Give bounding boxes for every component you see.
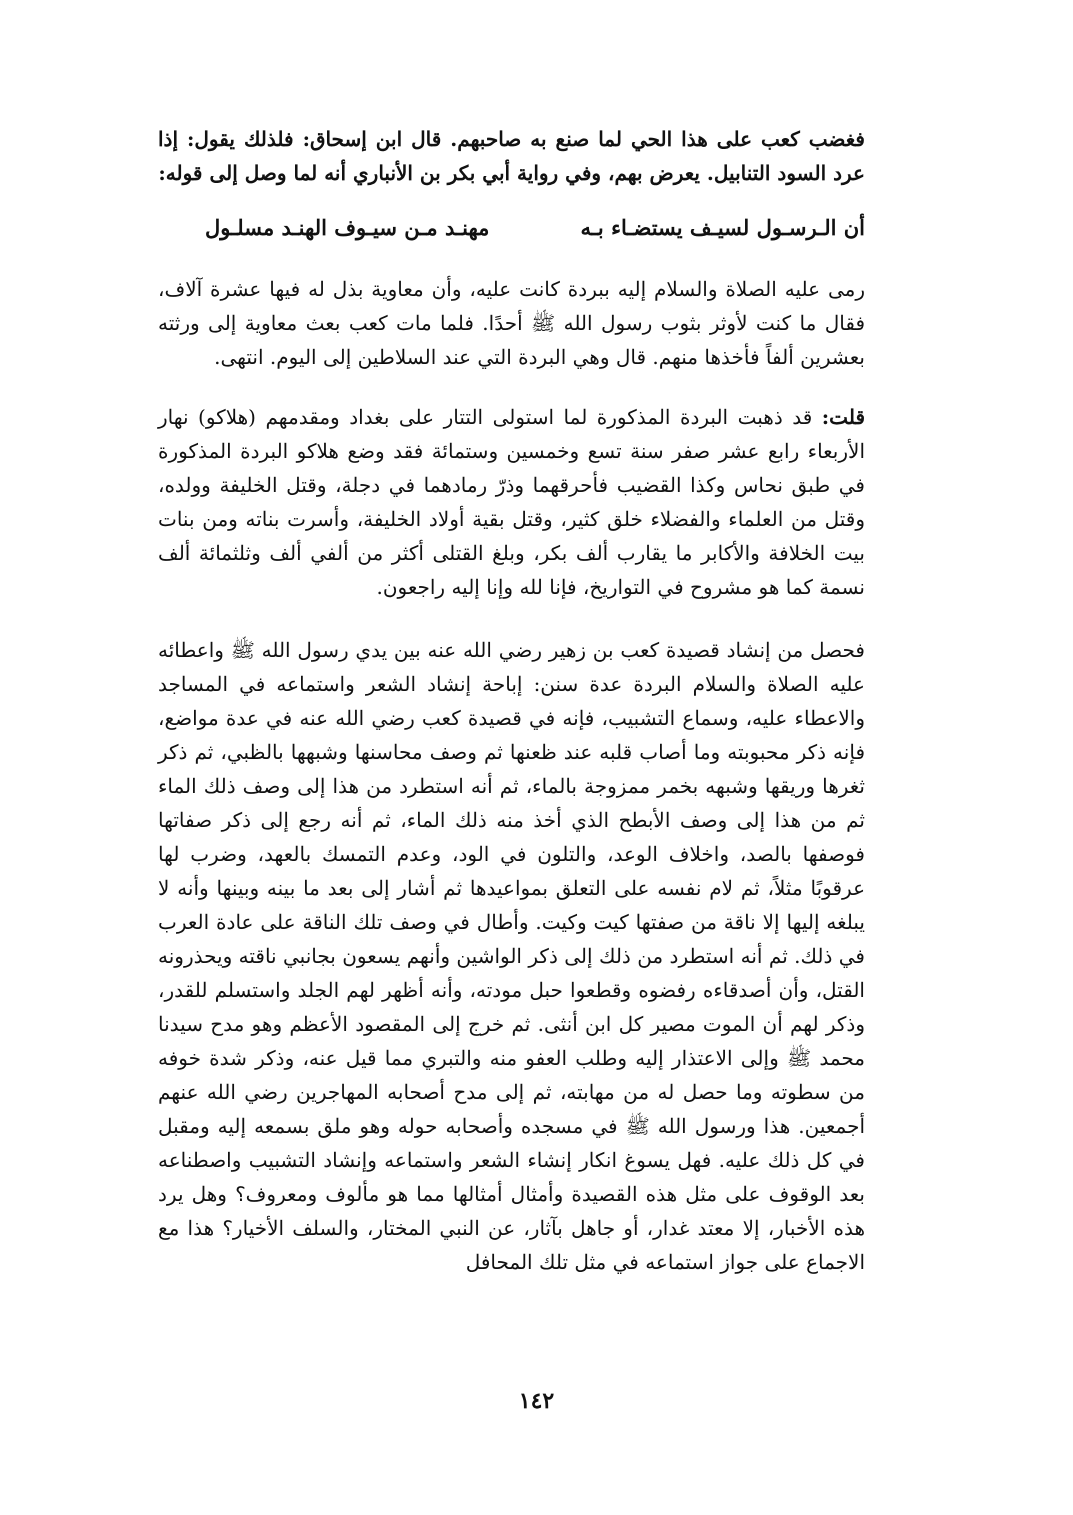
paragraph-burda-lost <box>158 400 865 604</box>
paragraph-sunan: فحصل من إنشاد قصيدة كعب بن زهير رضي الله عنه بين يدي رسول الله ﷺ واعطائه عليه الصلاة والسلام البردة عدة سنن: إباحة إنشاد الشعر واستماعه في المساجد والاعطاء عليه، وسماع التشبيب، فإنه في قصيدة كعب رضي الله عنه في عدة مواضع، فإنه ذكر محبوبته وما أصاب قلبه عند ظعنها ثم وصف محاسنها وشبهها بالظبي، ثم ذكر ثغرها وريقها وشبهه بخمر ممزوجة بالماء، ثم أنه استطرد من هذا إلى وصف ذلك الماء ثم من هذا إلى وصف الأبطح الذي أخذ منه ذلك الماء، ثم أنه رجع إلى ذكر صفاتها فوصفها بالصد، واخلاف الوعد، والتلون في الود، وعدم التمسك بالعهد، وضرب لها عرقوبًا مثلاً، ثم لام نفسه على التعلق بمواعيدها ثم أشار إلى بعد ما بينه وبينها وأنه لا يبلغه إليها إلا ناقة من صفتها كيت وكيت. وأطال في وصف تلك الناقة على عادة العرب في ذلك. ثم أنه استطرد من ذلك إلى ذكر الواشين وأنهم يسعون بجانبي ناقته ويحذرونه القتل، وأن أصدقاءه رفضوه وقطعوا حبل مودته، وأنه أظهر لهم الجلد واستسلم للقدر، وذكر لهم أن الموت مصير كل ابن أنثى. ثم خرج إلى المقصود الأعظم وهو مدح سيدنا محمد ﷺ وإلى الاعتذار إليه وطلب العفو منه والتبري مما قيل عنه، وذكر شدة خوفه من سطوته وما حصل له من مهابته، ثم إلى مدح أصحابه المهاجرين رضي الله عنهم أجمعين. هذا ورسول الله ﷺ في مسجده وأصحابه حوله وهو ملق بسمعه إليه ومقبل في كل ذلك عليه. فهل يسوغ انكار إنشاء الشعر واستماعه وإنشاد التشبيب واصطناعه بعد الوقوف على مثل هذه القصيدة وأمثال أمثالها مما هو مألوف ومعروف؟ وهل يرد هذه الأخبار، إلا معتد غدار، أو جاهل بآثار، عن النبي المختار، والسلف الأخيار؟ هذا مع الاجماع على جواز استماعه في مثل تلك المحافل <box>158 638 866 1274</box>
verse-second-hemistich: مهنـد مـن سيـوف الهنـد مسلـول <box>205 215 490 240</box>
page-number: ١٤٢ <box>518 1388 555 1414</box>
verse-first-hemistich: أن الـرسـول لسيـف يستضـاء بـه <box>580 215 865 240</box>
paragraph-lead-word: قلت: <box>821 405 865 429</box>
paragraph-body: قد ذهبت البردة المذكورة لما استولى التتار على بغداد ومقدمهم (هلاكو) نهار الأربعاء رابع عشر صفر سنة تسع وخمسين وستمائة فقد وضع هلاكو البردة المذكورة في طبق نحاس وكذا القضيب فأحرقهما وذرّ رمادهما في دجلة، وقتل الخليفة وولده، وقتل من العلماء والفضلاء خلق كثير، وقتل بقية أولاد الخليفة، وأسرت بناته ومن بنات بيت الخلافة والأكابر ما يقارب ألف بكر، وبلغ القتلى أكثر من ألفي ألف وثلثمائة ألف نسمة كما هو مشروح في التواريخ، فإنا لله وإنا إليه راجعون. <box>158 405 865 599</box>
paragraph-intro: فغضب كعب على هذا الحي لما صنع به صاحبهم. قال ابن إسحاق: فلذلك يقول: إذا عرد السود التنابيل. يعرض بهم، وفي رواية أبي بكر بن الأنباري أنه لما وصل إلى قوله: <box>158 127 865 185</box>
poetry-verse <box>205 210 865 246</box>
paragraph-burda-gift: رمى عليه الصلاة والسلام إليه ببردة كانت عليه، وأن معاوية بذل له فيها عشرة آلاف، فقال ما كنت لأوثر بثوب رسول الله ﷺ أحدًا. فلما مات كعب بعث معاوية إلى ورثته بعشرين ألفاً فأخذها منهم. قال وهي البردة التي عند السلاطين إلى اليوم. انتهى. <box>158 277 865 369</box>
